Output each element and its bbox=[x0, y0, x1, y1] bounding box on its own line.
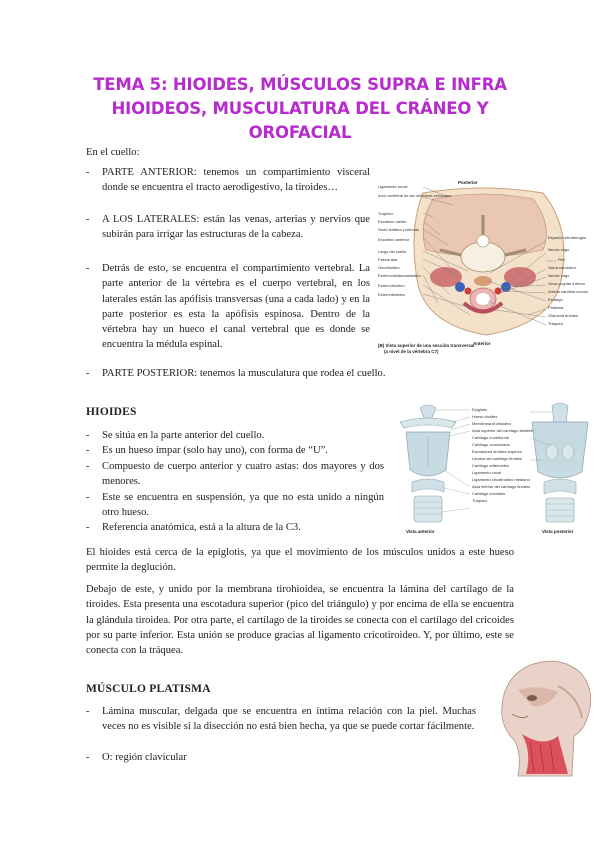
fig1-anterior-label: Anterior bbox=[473, 341, 491, 346]
fig2-label-11: Ligamento cricotiroideo mediano bbox=[472, 477, 530, 482]
fig2-label-12: Asta inferior del cartílago tiroides bbox=[472, 484, 531, 489]
hioides-item-4 bbox=[86, 490, 384, 521]
hioides-item-2 bbox=[86, 443, 384, 458]
fig2-label-13: Cartílago cricoides bbox=[472, 491, 506, 496]
fig1-right-label-8: Esófago bbox=[548, 297, 563, 302]
title-line-2: HIOIDEOS, MUSCULATURA DEL CRÁNEO Y bbox=[111, 99, 489, 118]
fig2-label-3: Membrana tirohioidea bbox=[472, 421, 511, 426]
hioides-item-3 bbox=[86, 459, 384, 490]
hioides-item-5 bbox=[86, 520, 384, 535]
bullet-dash: - bbox=[86, 214, 90, 225]
fig2-label-10: Ligamento vocal bbox=[472, 470, 502, 475]
hioides-item-1 bbox=[86, 428, 384, 443]
fig1-left-label-9: Omohioideo bbox=[378, 265, 400, 270]
bullet-dash: - bbox=[86, 461, 90, 472]
platisma-item-2 bbox=[86, 750, 476, 765]
hioides-item-4-text: Este se encuentra en suspensión, ya que no esta unido a ningún otro hueso. bbox=[102, 492, 384, 519]
neck-intro: En el cuello: bbox=[86, 147, 140, 158]
bullet-dash: - bbox=[86, 167, 90, 178]
bullet-dash: - bbox=[86, 445, 90, 456]
neck-item-2 bbox=[86, 212, 370, 243]
bullet-dash: - bbox=[86, 368, 90, 379]
fig2-label-9: Cartílago aritenoides bbox=[472, 463, 509, 468]
fig2-caption-left: Vista anterior bbox=[406, 529, 435, 534]
platisma-heading: MÚSCULO PLATISMA bbox=[86, 683, 211, 695]
fig1-right-label-4: Vaina carotídea bbox=[548, 265, 576, 270]
fig1-right-label-10: Glándula tiroides bbox=[548, 313, 579, 318]
fig1-left-label-7: Largo del cuello bbox=[378, 249, 407, 254]
fig1-right-label-6: Vena yugular interna bbox=[548, 281, 585, 286]
platisma-item-2-text: O: región clavicular bbox=[102, 752, 187, 763]
neck-item-4 bbox=[86, 366, 482, 381]
fig1-right-label-1: Espacio retrofaríngeo bbox=[548, 235, 587, 240]
hioides-item-2-text: Es un hueso impar (solo hay uno), con forma de “U”. bbox=[102, 445, 328, 456]
fig2-label-1: Epiglotis bbox=[472, 407, 488, 412]
bullet-dash: - bbox=[86, 263, 90, 274]
page-title bbox=[80, 73, 520, 145]
fig1-right-label-7: Arteria carótida común bbox=[548, 289, 589, 294]
hioides-item-5-text: Referencia anatómica, está a la altura de la C3. bbox=[102, 522, 301, 533]
fig1-left-label-3: Trapecio bbox=[378, 211, 394, 216]
fig1-left-label-2: Arco vertebral de las vértebras cervicales bbox=[378, 193, 452, 198]
hioides-paragraph-1: El hioides está cerca de la epiglotis, ya que el movimiento de los músculos unidos a este hueso permite la deglución. bbox=[86, 547, 514, 574]
neck-cross-section-figure bbox=[378, 175, 599, 365]
fig1-left-label-8: Fascia alar bbox=[378, 257, 398, 262]
platisma-item-1 bbox=[86, 704, 476, 735]
bullet-dash: - bbox=[86, 706, 90, 717]
hioides-paragraph-2: Debajo de este, y unido por la membrana tirohioidea, se encuentra la lámina del cartílago de la tiroides. Esta presenta una escotadura superior (pico del triángulo) y por encima de ella se encuentra la glándula tiroidea. Por otra parte, el cartílago de la tiroides se conecta con el cartílago del cricoides por su parte inferior. Esta unión se produce gracias al ligamento cricotiroideo. Y, por último, este se conecta con la tráquea. bbox=[86, 584, 514, 657]
neck-item-2-text: A LOS LATERALES: están las venas, arterias y nervios que subirán para irrigar las estructuras de la cabeza. bbox=[102, 214, 370, 241]
fig1-right-label-9: Platisma bbox=[548, 305, 564, 310]
hioides-heading: HIOIDES bbox=[86, 406, 137, 418]
platisma-head-figure bbox=[488, 656, 599, 778]
fig1-left-label-12: Esternotiroideo bbox=[378, 292, 405, 297]
hioides-item-1-text: Se sitúa en la parte anterior del cuello. bbox=[102, 430, 265, 441]
neck-item-3 bbox=[86, 261, 370, 353]
fig1-caption-2: (a nivel de la vértebra C7) bbox=[384, 349, 439, 354]
fig1-left-label-5: Nodo linfático profundo bbox=[378, 227, 420, 232]
fig2-label-6: Cartílago corniculado bbox=[472, 442, 510, 447]
neck-item-3-text: Detrás de esto, se encuentra el compartimiento vertebral. La parte anterior de la vértebra es el cuerpo vertebral, en los laterales están las apófisis transversas (una a cada lado) y en la parte posterior es esta la apófisis espinosa. Dentro de la vértebra hay un hueco el canal vertebral que es donde se encuentra la médula espinal. bbox=[102, 263, 370, 351]
fig1-left-label-4: Escaleno medio bbox=[378, 219, 407, 224]
neck-item-1 bbox=[86, 165, 370, 196]
fig2-label-4: Asta superior del cartílago tiroides bbox=[472, 428, 533, 433]
fig2-label-14: Tráquea bbox=[472, 498, 487, 503]
bullet-dash: - bbox=[86, 492, 90, 503]
fig1-right-label-2: Nervio vago bbox=[548, 247, 570, 252]
hioides-item-3-text: Compuesto de cuerpo anterior y cuatro astas: dos mayores y dos menores. bbox=[102, 461, 384, 488]
fig1-right-label-11: Tráquea bbox=[548, 321, 563, 326]
platisma-item-1-text: Lámina muscular, delgada que se encuentra en íntima relación con la piel. Muchas veces no es visible si la disección no está bien hecha, ya que se puede cortar fácilmente. bbox=[102, 706, 476, 733]
fig1-right-label-3: Piel bbox=[558, 257, 565, 262]
fig2-caption-right: Vista posterior bbox=[542, 529, 574, 534]
larynx-posterior-view bbox=[532, 403, 588, 522]
fig1-caption-1: (B) Vista superior de una sección transversal bbox=[378, 343, 475, 348]
fig1-left-label-1: Ligamento nucal bbox=[378, 184, 408, 189]
larynx-anterior-view bbox=[400, 405, 456, 522]
fig2-label-8: Lámina del cartílago tiroides bbox=[472, 456, 523, 461]
fig2-label-2: Hueso hioides bbox=[472, 414, 498, 419]
title-line-1: TEMA 5: HIOIDES, MÚSCULOS SUPRA E INFRA bbox=[93, 75, 507, 94]
bullet-dash: - bbox=[86, 430, 90, 441]
neck-item-1-text: PARTE ANTERIOR: tenemos un compartimiento visceral donde se encuentra el tracto aerodigestivo, la tiroides… bbox=[102, 167, 370, 194]
fig1-left-label-10: Esternocleidomastoideo bbox=[378, 273, 421, 278]
fig1-right-label-5: Nervio vago bbox=[548, 273, 570, 278]
larynx-figure bbox=[392, 402, 599, 538]
fig2-label-5: Cartílago cuneiforme bbox=[472, 435, 510, 440]
bullet-dash: - bbox=[86, 752, 90, 763]
fig2-label-7: Escotadura tiroidea superior bbox=[472, 449, 523, 454]
neck-item-4-text: PARTE POSTERIOR: tenemos la musculatura que rodea el cuello. bbox=[102, 368, 386, 379]
fig1-posterior-label: Posterior bbox=[458, 180, 478, 185]
bullet-dash: - bbox=[86, 522, 90, 533]
fig1-left-label-6: Escaleno anterior bbox=[378, 237, 410, 242]
fig1-left-label-11: Esternohioideo bbox=[378, 283, 405, 288]
title-line-3: OROFACIAL bbox=[248, 123, 352, 142]
